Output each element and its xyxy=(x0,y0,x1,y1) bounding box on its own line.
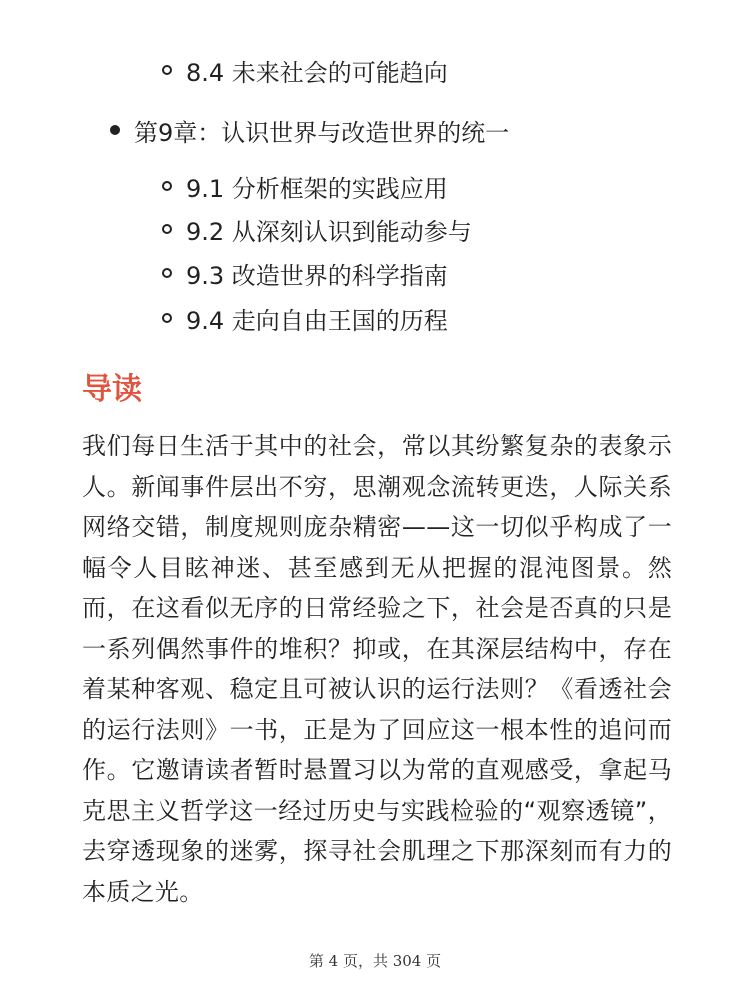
circle-bullet-icon xyxy=(162,268,172,278)
toc-item-label: 9.2 从深刻认识到能动参与 xyxy=(186,217,472,246)
toc-item-label: 9.4 走向自由王国的历程 xyxy=(186,306,448,335)
toc-item-8-4[interactable] xyxy=(162,50,448,90)
toc-item-9-4[interactable] xyxy=(162,298,448,338)
section-heading: 导读 xyxy=(82,372,142,407)
circle-bullet-icon xyxy=(162,181,172,191)
toc-chapter-9[interactable] xyxy=(110,110,509,150)
circle-bullet-icon xyxy=(162,65,172,75)
toc-item-9-2[interactable] xyxy=(162,209,472,249)
toc-item-label: 9.3 改造世界的科学指南 xyxy=(186,261,448,290)
intro-paragraph: 我们每日生活于其中的社会，常以其纷繁复杂的表象示人。新闻事件层出不穷，思潮观念流转更迭，人际关系网络交错，制度规则庞杂精密——这一切似乎构成了一幅令人目眩神迷、甚至感到无从把握的混沌图景。然而，在这看似无序的日常经验之下，社会是否真的只是一系列偶然事件的堆积？抑或，在其深层结构中，存在着某种客观、稳定且可被认识的运行法则？《看透社会的运行法则》一书，正是为了回应这一根本性的追问而作。它邀请读者暂时悬置习以为常的直观感受，拿起马克思主义哲学这一经过历史与实践检验的“观察透镜”，去穿透现象的迷雾，探寻社会肌理之下那深刻而有力的本质之光。 xyxy=(82,432,672,906)
toc-item-9-1[interactable] xyxy=(162,166,448,206)
toc-item-label: 9.1 分析框架的实践应用 xyxy=(186,174,448,203)
circle-bullet-icon xyxy=(162,313,172,323)
toc-item-label: 8.4 未来社会的可能趋向 xyxy=(186,58,448,87)
toc-chapter-label: 第9章：认识世界与改造世界的统一 xyxy=(134,118,510,147)
toc-item-9-3[interactable] xyxy=(162,253,448,293)
page-number-footer: 第 4 页，共 304 页 xyxy=(308,952,442,970)
circle-bullet-icon xyxy=(162,224,172,234)
disc-bullet-icon xyxy=(110,125,120,135)
